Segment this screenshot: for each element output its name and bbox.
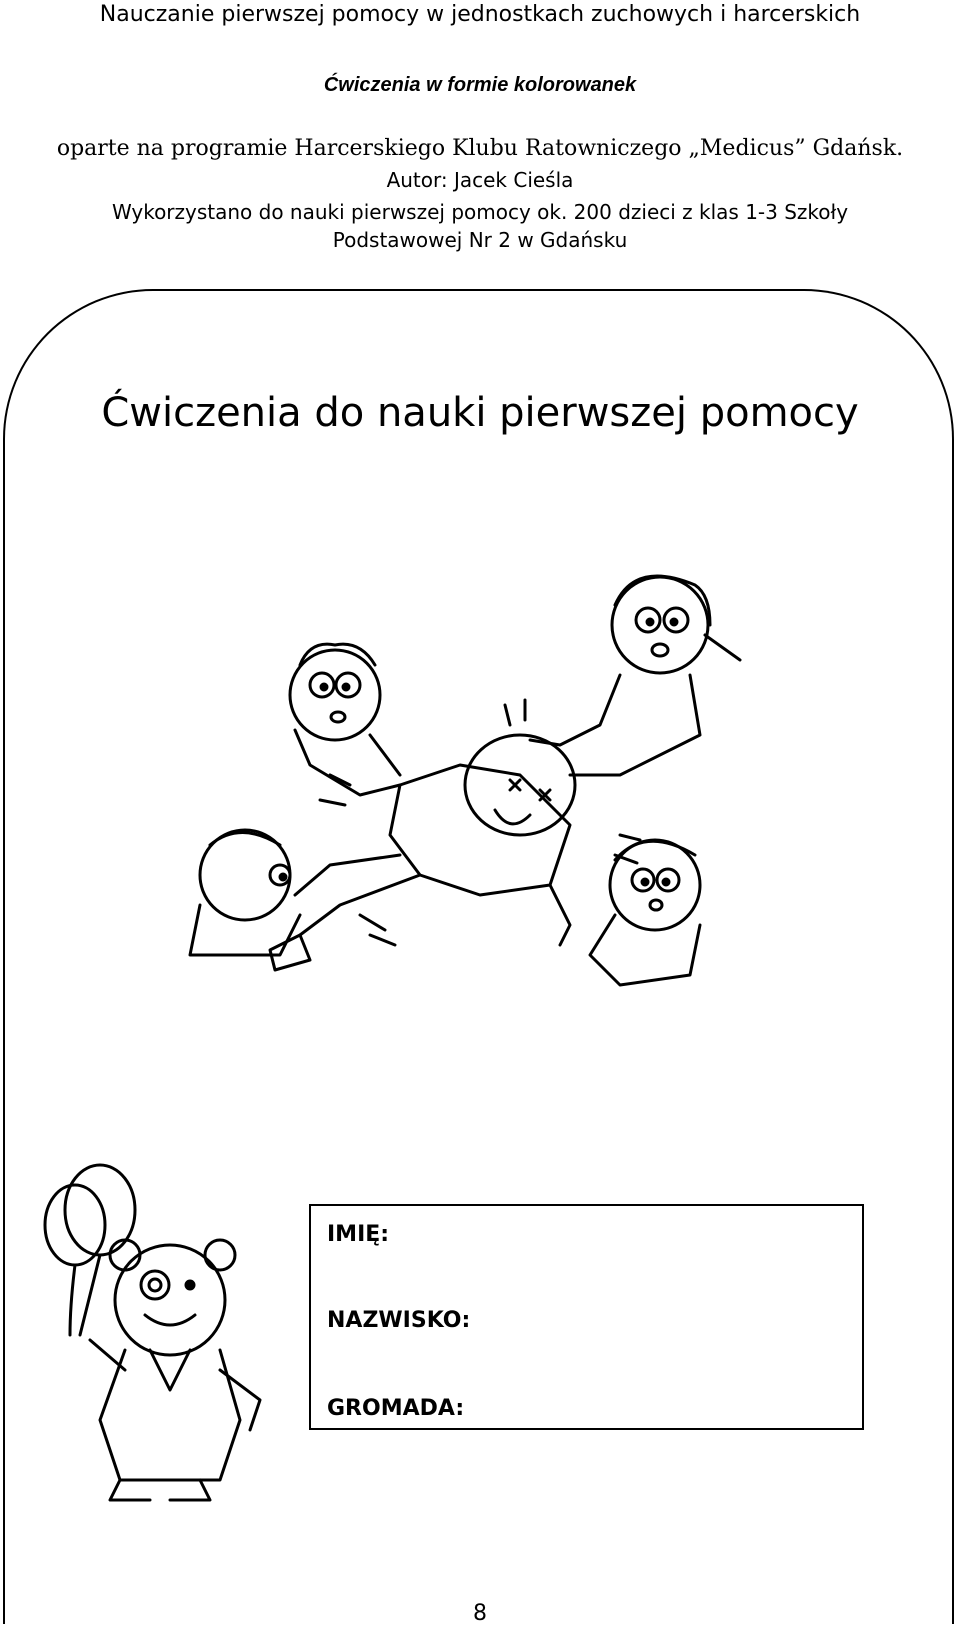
page-number: 8 [473, 1601, 487, 1626]
author-text: Autor: Jacek Cieśla [386, 168, 574, 192]
usage-text-line-1: Wykorzystano do nauki pierwszej pomocy ok. 200 dzieci z klas 1-3 Szkoły [111, 200, 849, 224]
name-label: IMIĘ: [327, 1222, 390, 1247]
subtitle: Ćwiczenia w formie kolorowanek [323, 74, 637, 96]
usage-text-line-2: Podstawowej Nr 2 w Gdańsku [332, 228, 628, 252]
based-on-text: oparte na programie Harcerskiego Klubu Ratowniczego „Medicus” Gdańsk. [56, 136, 904, 161]
surname-label: NAZWISKO: [327, 1308, 471, 1333]
bear-with-balloons-illustration [30, 1150, 290, 1510]
running-header: Nauczanie pierwszej pomocy w jednostkach zuchowych i harcerskich [99, 2, 861, 27]
children-lifting-injured-child-illustration [100, 535, 860, 1075]
main-title: Ćwiczenia do nauki pierwszej pomocy [101, 390, 859, 436]
group-label: GROMADA: [327, 1396, 465, 1421]
student-info-box [309, 1204, 864, 1430]
